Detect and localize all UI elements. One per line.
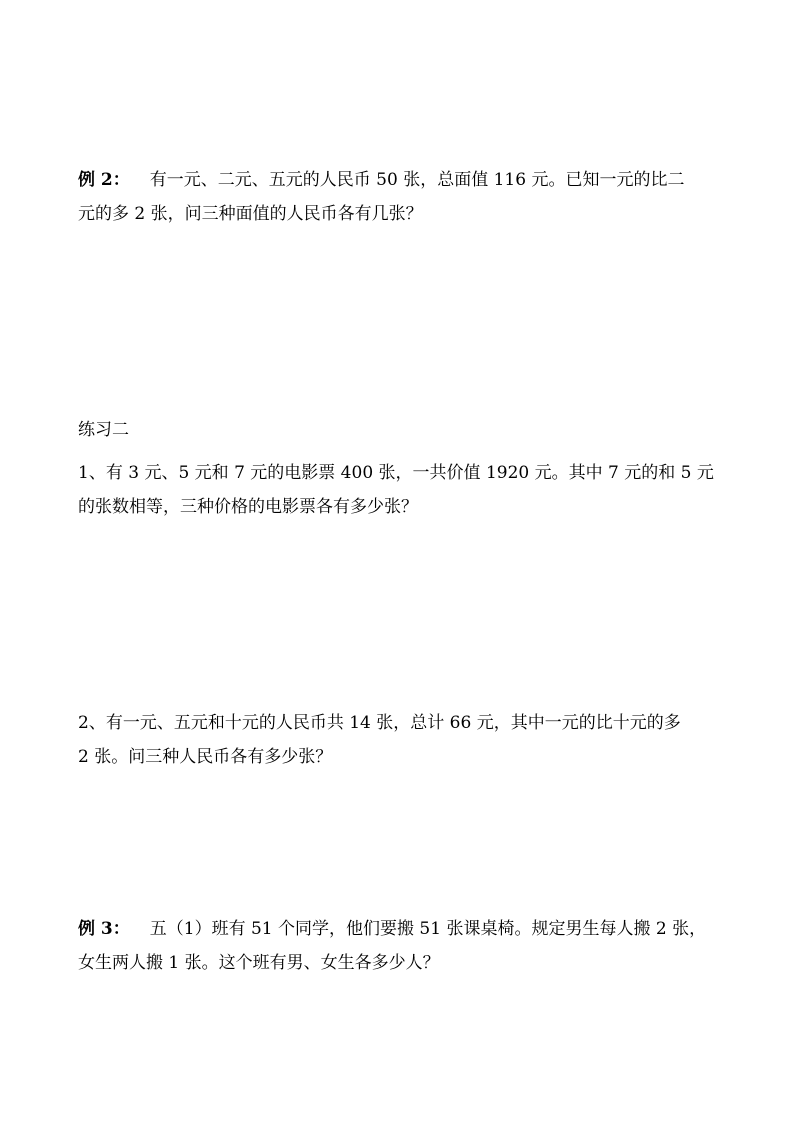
practice-problem-2-line-2: 2 张。问三种人民币各有多少张？ — [78, 747, 333, 767]
example-2 — [78, 163, 728, 231]
example-2-text-1: 有一元、二元、五元的人民币 50 张，总面值 116 元。已知一元的比二 — [149, 170, 685, 190]
example-2-text-2: 元的多 2 张，问三种面值的人民币各有几张？ — [78, 204, 423, 224]
practice-problem-2 — [78, 706, 728, 774]
example-3-line-1 — [78, 912, 728, 946]
example-2-line-1 — [78, 163, 728, 197]
example-3-text-1: 五（1）班有 51 个同学，他们要搬 51 张课桌椅。规定男生每人搬 2 张， — [149, 919, 707, 939]
example-3 — [78, 912, 728, 980]
practice-heading-block — [78, 413, 728, 447]
example-3-text-2: 女生两人搬 1 张。这个班有男、女生各多少人？ — [78, 953, 440, 973]
practice-heading: 练习二 — [78, 420, 129, 440]
example-3-label: 例 3： — [78, 919, 130, 939]
practice-problem-1-line-2: 的张数相等，三种价格的电影票各有多少张？ — [78, 497, 418, 517]
practice-problem-1-line-1: 1、有 3 元、5 元和 7 元的电影票 400 张，一共价值 1920 元。其中 7 元的和 5 元 — [78, 463, 714, 483]
example-2-label: 例 2： — [78, 170, 130, 190]
practice-problem-2-line-1: 2、有一元、五元和十元的人民币共 14 张，总计 66 元，其中一元的比十元的多 — [78, 713, 681, 733]
practice-problem-1 — [78, 456, 728, 524]
